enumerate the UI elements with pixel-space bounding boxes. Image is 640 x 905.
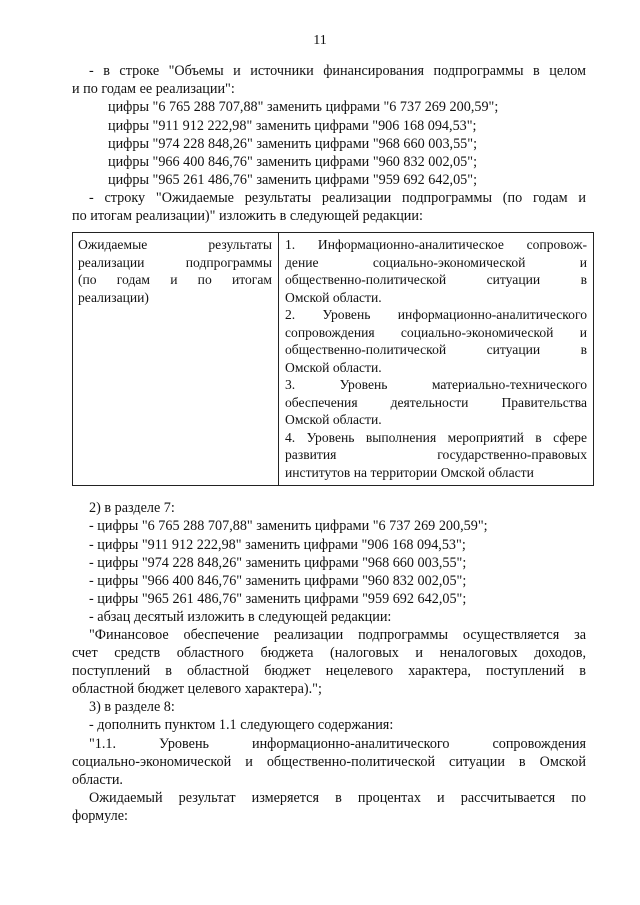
table-left-line-4: реализации): [78, 289, 149, 305]
finance-line-2: счет средств областного бюджета (налоговых и неналоговых доходов,: [72, 645, 586, 661]
table-left-line-3: (по годам и по итогам: [78, 272, 272, 287]
finance-line-4: областной бюджет целевого характера).";: [72, 681, 322, 697]
table-right-line-7: общественно-политической ситуации в: [285, 342, 587, 357]
replacement-a-5: цифры "965 261 486,76" заменить цифрами "959 692 642,05";: [108, 172, 478, 188]
intro-line-2: и по годам ее реализации":: [72, 81, 235, 97]
section-8-title: 3) в разделе 8:: [89, 699, 175, 715]
table-column-divider: [278, 233, 279, 485]
expected-results-table: [72, 232, 594, 486]
replacement-b-6: - абзац десятый изложить в следующей редакции:: [89, 609, 392, 625]
table-right-line-13: развития государственно-правовых: [285, 447, 587, 462]
result-line-2: формуле:: [72, 808, 128, 824]
table-left-line-2: реализации подпрограммы: [78, 254, 272, 270]
page-number: 11: [313, 33, 327, 48]
replacement-a-4: цифры "966 400 846,76" заменить цифрами "960 832 002,05";: [108, 154, 478, 170]
point-line-1: "1.1. Уровень информационно-аналитического сопровождения: [89, 736, 586, 752]
table-right-line-11: Омской области.: [285, 412, 382, 427]
point-line-3: области.: [72, 772, 123, 788]
table-right-line-1: 1. Информационно-аналитическое сопровож-: [285, 237, 587, 252]
section-7-title: 2) в разделе 7:: [89, 500, 175, 516]
replacement-a-2: цифры "911 912 222,98" заменить цифрами "906 168 094,53";: [108, 118, 477, 134]
result-line-1: Ожидаемый результат измеряется в процентах и рассчитывается по: [89, 790, 586, 806]
replacement-a-3: цифры "974 228 848,26" заменить цифрами "968 660 003,55";: [108, 136, 478, 152]
replacement-b-2: - цифры "911 912 222,98" заменить цифрами "906 168 094,53";: [89, 537, 466, 553]
finance-line-1: "Финансовое обеспечение реализации подпрограммы осуществляется за: [89, 627, 586, 643]
table-right-line-10: обеспечения деятельности Правительства: [285, 394, 587, 410]
expected-intro-line-1: - строку "Ожидаемые результаты реализации подпрограммы (по годам и: [89, 190, 586, 206]
table-right-line-12: 4. Уровень выполнения мероприятий в сфере: [285, 429, 587, 445]
table-right-line-2: дение социально-экономической и: [285, 254, 587, 270]
table-right-line-8: Омской области.: [285, 359, 382, 375]
table-right-line-4: Омской области.: [285, 289, 382, 305]
table-right-line-9: 3. Уровень материально-технического: [285, 377, 587, 392]
table-left-line-1: Ожидаемые результаты: [78, 237, 272, 252]
expected-intro-line-2: по итогам реализации)" изложить в следующей редакции:: [72, 208, 423, 224]
add-point-line: - дополнить пунктом 1.1 следующего содержания:: [89, 717, 394, 733]
point-line-2: социально-экономической и общественно-политической ситуации в Омской: [72, 754, 586, 770]
replacement-b-4: - цифры "966 400 846,76" заменить цифрами "960 832 002,05";: [89, 573, 467, 589]
intro-line-1: - в строке "Объемы и источники финансирования подпрограммы в целом: [89, 63, 586, 79]
replacement-b-5: - цифры "965 261 486,76" заменить цифрами "959 692 642,05";: [89, 591, 467, 607]
replacement-b-1: - цифры "6 765 288 707,88" заменить цифрами "6 737 269 200,59";: [89, 518, 488, 534]
replacement-b-3: - цифры "974 228 848,26" заменить цифрами "968 660 003,55";: [89, 555, 467, 571]
table-right-line-5: 2. Уровень информационно-аналитического: [285, 307, 587, 322]
replacement-a-1: цифры "6 765 288 707,88" заменить цифрами "6 737 269 200,59";: [108, 99, 499, 115]
table-right-line-3: общественно-политической ситуации в: [285, 272, 587, 287]
table-right-line-6: сопровождения социально-экономической и: [285, 324, 587, 340]
table-right-line-14: институтов на территории Омской области: [285, 464, 534, 480]
finance-line-3: поступлений в областной бюджет нецелевого характера, поступлений в: [72, 663, 586, 679]
